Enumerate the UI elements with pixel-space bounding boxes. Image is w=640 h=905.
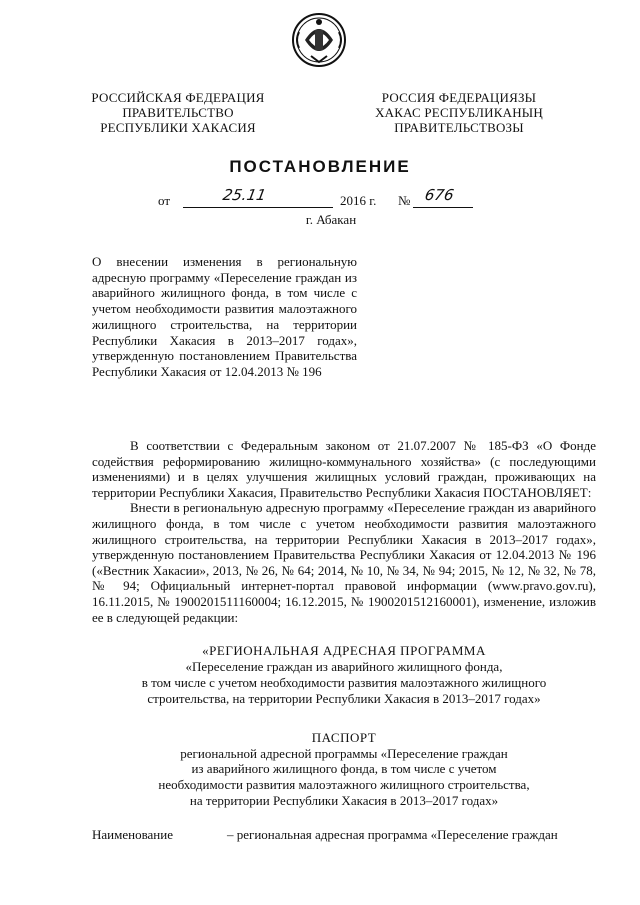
number-handwritten: 676 <box>423 186 456 204</box>
passport-line-1: региональной адресной программы «Переселение граждан <box>180 745 508 761</box>
program-line-2: в том числе с учетом необходимости развития малоэтажного жилищного <box>141 675 547 690</box>
number-field <box>413 187 473 208</box>
row-label-name: Наименование <box>92 827 173 842</box>
subject-text: О внесении изменения в региональную адресную программу «Переселение граждан из аварийного жилищного фонда, в том числе с учетом необходимости развития малоэтажного жилищного строительства, на территории Республики Хакасия в 2013–2017 годах», утвержденную постановлением Правительства Республики Хакасия от 12.04.2013 № 196 <box>92 254 357 379</box>
date-field <box>183 187 333 208</box>
header-right-block <box>370 90 548 135</box>
coat-of-arms-emblem <box>291 12 347 68</box>
header-right-line2: ХАКАС РЕСПУБЛИКАНЫҢ <box>375 105 543 120</box>
passport-line-2: из аварийного жилищного фонда, в том числе с учетом <box>191 761 497 777</box>
date-handwritten: 25.11 <box>221 186 268 204</box>
date-number-line <box>0 186 640 213</box>
passport-block <box>92 730 596 809</box>
number-sign: № <box>398 193 411 208</box>
passport-line-4: на территории Республики Хакасия в 2013–2017 годах» <box>189 792 499 808</box>
header-left-block <box>88 90 268 135</box>
passport-line-3: необходимости развития малоэтажного жилищного строительства, <box>158 777 530 793</box>
program-line-1: «Переселение граждан из аварийного жилищного фонда, <box>185 659 503 674</box>
program-line-3: строительства, на территории Республики Хакасия в 2013–2017 годах» <box>147 691 541 706</box>
body-paragraph-1: В соответствии с Федеральным законом от 21.07.2007 № 185-ФЗ «О Фонде содействия реформированию жилищно-коммунального хозяйства» (с последующими изменениями) и в целях улучшения жилищных условий граждан, проживающих на территории Республики Хакасия, Правительство Республики Хакасия ПОСТАНОВЛЯЕТ: <box>92 438 596 500</box>
date-prefix: от <box>158 193 171 208</box>
row-value-name: – региональная адресная программа «Переселение граждан <box>227 827 558 842</box>
year-text: 2016 г. <box>340 193 377 208</box>
header-left-line1: РОССИЙСКАЯ ФЕДЕРАЦИЯ <box>91 90 265 105</box>
header-left-line2: ПРАВИТЕЛЬСТВО <box>122 105 234 120</box>
document-type-title: ПОСТАНОВЛЕНИЕ <box>229 157 411 176</box>
body-text <box>92 438 596 625</box>
city-text: г. Абакан <box>305 212 357 227</box>
program-heading: «РЕГИОНАЛЬНАЯ АДРЕСНАЯ ПРОГРАММА <box>202 643 486 658</box>
body-paragraph-2: Внести в региональную адресную программу «Переселение граждан из аварийного жилищного фонда, в том числе с учетом необходимости развития малоэтажного жилищного строительства, на территории Республики Хакасия в 2013–2017 годах», утвержденную постановлением Правительства Республики Хакасия от 12.04.2013 № 196 («Вестник Хакасии», 2013, № 26, № 64; 2014, № 10, № 34, № 94; 2015, № 12, № 32, № 78, № 94; Официальный интернет-портал правовой информации (www.pravo.gov.ru), 16.11.2015, № 1900201511160004; 16.12.2015, № 1900201512160001), изменение, изложив ее в следующей редакции: <box>92 500 596 625</box>
header-right-line3: ПРАВИТЕЛЬСТВОЗЫ <box>394 120 524 135</box>
program-title-block <box>92 643 596 707</box>
passport-title: ПАСПОРТ <box>311 730 377 745</box>
header-left-line3: РЕСПУБЛИКИ ХАКАСИЯ <box>100 120 256 135</box>
header-right-line1: РОССИЯ ФЕДЕРАЦИЯЗЫ <box>381 90 537 105</box>
